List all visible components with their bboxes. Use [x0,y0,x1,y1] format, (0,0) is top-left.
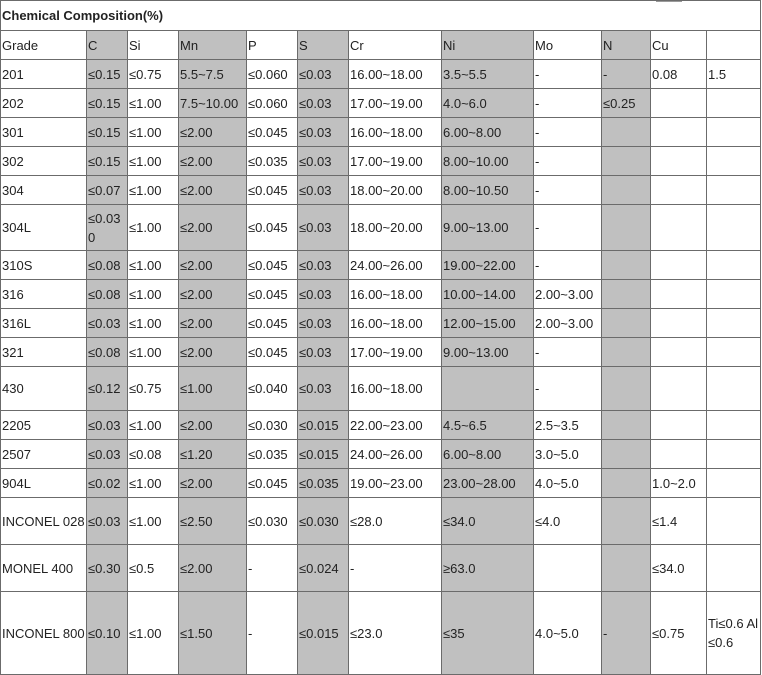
value-cell [707,147,761,176]
value-cell: 0.08 [651,60,707,89]
value-cell: ≤0.10 [87,592,128,675]
value-cell: ≤0.024 [298,545,349,592]
column-header: Cr [349,31,442,60]
value-cell [651,205,707,251]
value-cell: ≤0.045 [247,309,298,338]
value-cell: ≤0.03 [298,251,349,280]
value-cell: - [247,592,298,675]
value-cell [602,367,651,411]
title-row [1,1,761,31]
column-header: Cu [651,31,707,60]
value-cell: 18.00~20.00 [349,205,442,251]
value-cell: ≤0.03 [298,89,349,118]
grade-cell: 430 [1,367,87,411]
value-cell: ≤0.03 [298,118,349,147]
value-cell [707,338,761,367]
value-cell: ≤2.00 [179,118,247,147]
value-cell: 8.00~10.50 [442,176,534,205]
value-cell: ≤0.045 [247,251,298,280]
value-cell: ≤0.045 [247,280,298,309]
grade-cell: 201 [1,60,87,89]
value-cell: 23.00~28.00 [442,469,534,498]
value-cell: ≤0.08 [87,280,128,309]
value-cell: ≤0.060 [247,89,298,118]
value-cell: ≤0.15 [87,89,128,118]
column-header: Si [128,31,179,60]
value-cell [651,338,707,367]
table-row [1,147,761,176]
value-cell: ≤0.75 [651,592,707,675]
value-cell: ≤2.00 [179,338,247,367]
value-cell [651,280,707,309]
value-cell: ≤2.00 [179,469,247,498]
value-cell [707,205,761,251]
value-cell: ≤0.060 [247,60,298,89]
value-cell: 12.00~15.00 [442,309,534,338]
value-cell: ≤1.00 [128,147,179,176]
value-cell: ≤2.00 [179,147,247,176]
value-cell: ≤1.20 [179,440,247,469]
value-cell [602,280,651,309]
grade-cell: 304 [1,176,87,205]
value-cell [707,545,761,592]
table-row [1,251,761,280]
value-cell: ≤2.00 [179,309,247,338]
value-cell: 4.0~5.0 [534,469,602,498]
table-row [1,545,761,592]
grade-cell: 202 [1,89,87,118]
value-cell: 2.00~3.00 [534,309,602,338]
value-cell: ≤0.08 [87,338,128,367]
value-cell: ≤0.03 [298,309,349,338]
value-cell [602,469,651,498]
value-cell: ≤0.08 [128,440,179,469]
value-cell: ≤34.0 [442,498,534,545]
value-cell: 3.5~5.5 [442,60,534,89]
value-cell [602,498,651,545]
grade-cell: INCONEL 800 [1,592,87,675]
value-cell [602,118,651,147]
value-cell [651,411,707,440]
value-cell: ≤2.00 [179,205,247,251]
value-cell [651,118,707,147]
table-row [1,338,761,367]
value-cell: 16.00~18.00 [349,60,442,89]
value-cell: - [534,251,602,280]
table-row [1,205,761,251]
value-cell [602,147,651,176]
value-cell: ≤0.03 [87,411,128,440]
value-cell: ≤0.035 [298,469,349,498]
value-cell: 16.00~18.00 [349,309,442,338]
value-cell: - [534,147,602,176]
value-cell: Ti≤0.6 Al≤0.6 [707,592,761,675]
value-cell: ≤0.045 [247,118,298,147]
value-cell: 6.00~8.00 [442,118,534,147]
value-cell: ≤0.03 [87,309,128,338]
value-cell: ≤1.00 [128,118,179,147]
value-cell: ≤23.0 [349,592,442,675]
column-header: Mo [534,31,602,60]
value-cell: ≤0.030 [298,498,349,545]
value-cell: ≤0.03 [298,280,349,309]
table-row [1,280,761,309]
value-cell: 4.5~6.5 [442,411,534,440]
table-row [1,309,761,338]
value-cell: ≤1.00 [128,498,179,545]
value-cell: 5.5~7.5 [179,60,247,89]
value-cell: ≤0.03 [298,338,349,367]
value-cell: ≤2.00 [179,280,247,309]
value-cell [651,176,707,205]
value-cell: ≤0.5 [128,545,179,592]
value-cell: ≤0.75 [128,60,179,89]
table-row [1,60,761,89]
value-cell: 6.00~8.00 [442,440,534,469]
value-cell: 17.00~19.00 [349,338,442,367]
value-cell [707,89,761,118]
column-header: C [87,31,128,60]
value-cell: 16.00~18.00 [349,280,442,309]
value-cell: 24.00~26.00 [349,251,442,280]
value-cell [707,440,761,469]
value-cell: 4.0~5.0 [534,592,602,675]
value-cell: 2.00~3.00 [534,280,602,309]
value-cell [602,545,651,592]
grade-cell: 302 [1,147,87,176]
value-cell: ≤1.4 [651,498,707,545]
grade-cell: INCONEL 028 [1,498,87,545]
value-cell: ≤0.035 [247,440,298,469]
value-cell: ≤0.045 [247,176,298,205]
value-cell: ≤1.00 [128,411,179,440]
value-cell: 9.00~13.00 [442,205,534,251]
value-cell: ≤0.03 [87,440,128,469]
value-cell: ≤0.15 [87,60,128,89]
table-title: Chemical Composition(%) [1,1,761,31]
value-cell: ≤1.00 [128,89,179,118]
value-cell: ≤2.00 [179,176,247,205]
value-cell [707,280,761,309]
value-cell: ≤1.00 [128,205,179,251]
table-row [1,411,761,440]
value-cell [602,176,651,205]
value-cell: ≤0.03 [298,205,349,251]
value-cell [707,309,761,338]
value-cell: ≤0.015 [298,440,349,469]
value-cell: ≤0.07 [87,176,128,205]
grade-cell: 321 [1,338,87,367]
value-cell: ≤1.00 [128,338,179,367]
value-cell: ≤0.045 [247,205,298,251]
value-cell: - [349,545,442,592]
value-cell: 19.00~22.00 [442,251,534,280]
value-cell: ≤0.015 [298,592,349,675]
value-cell: 22.00~23.00 [349,411,442,440]
value-cell: ≤0.030 [87,205,128,251]
value-cell: ≤28.0 [349,498,442,545]
table-row [1,176,761,205]
value-cell: 16.00~18.00 [349,367,442,411]
value-cell [602,411,651,440]
value-cell [602,251,651,280]
value-cell [651,367,707,411]
value-cell: ≤1.50 [179,592,247,675]
value-cell: ≤0.03 [298,60,349,89]
value-cell: - [602,60,651,89]
value-cell: 2.5~3.5 [534,411,602,440]
table-row [1,367,761,411]
value-cell: ≥63.0 [442,545,534,592]
value-cell: - [534,118,602,147]
value-cell: ≤0.045 [247,469,298,498]
value-cell: ≤0.03 [298,367,349,411]
value-cell: ≤0.12 [87,367,128,411]
value-cell: ≤34.0 [651,545,707,592]
value-cell: ≤1.00 [179,367,247,411]
value-cell: ≤2.00 [179,251,247,280]
table-row [1,592,761,675]
value-cell: - [534,60,602,89]
value-cell: 16.00~18.00 [349,118,442,147]
column-header: Grade [1,31,87,60]
value-cell: 1.5 [707,60,761,89]
value-cell: ≤0.045 [247,338,298,367]
value-cell [707,469,761,498]
grade-cell: 904L [1,469,87,498]
value-cell: 17.00~19.00 [349,89,442,118]
value-cell: ≤1.00 [128,280,179,309]
grade-cell: 304L [1,205,87,251]
column-header: S [298,31,349,60]
value-cell: ≤0.035 [247,147,298,176]
table-row [1,89,761,118]
grade-cell: 2205 [1,411,87,440]
value-cell: ≤0.03 [298,147,349,176]
value-cell: ≤0.015 [298,411,349,440]
value-cell [534,545,602,592]
value-cell [602,205,651,251]
column-header: N [602,31,651,60]
value-cell: ≤0.030 [247,498,298,545]
column-header [707,31,761,60]
value-cell: ≤0.040 [247,367,298,411]
value-cell [602,338,651,367]
value-cell: ≤1.00 [128,469,179,498]
value-cell: - [602,592,651,675]
grade-cell: 316L [1,309,87,338]
value-cell: 1.0~2.0 [651,469,707,498]
value-cell: ≤4.0 [534,498,602,545]
table-row [1,440,761,469]
table-row [1,469,761,498]
grade-cell: 310S [1,251,87,280]
value-cell: 19.00~23.00 [349,469,442,498]
value-cell [651,440,707,469]
value-cell: 4.0~6.0 [442,89,534,118]
column-header: P [247,31,298,60]
value-cell [651,89,707,118]
value-cell: 24.00~26.00 [349,440,442,469]
grade-cell: 2507 [1,440,87,469]
value-cell [707,176,761,205]
value-cell: 17.00~19.00 [349,147,442,176]
header-row [1,31,761,60]
value-cell: ≤35 [442,592,534,675]
value-cell [442,367,534,411]
value-cell: ≤2.00 [179,545,247,592]
value-cell: ≤1.00 [128,592,179,675]
value-cell: 18.00~20.00 [349,176,442,205]
value-cell: 7.5~10.00 [179,89,247,118]
value-cell: ≤0.02 [87,469,128,498]
grade-cell: MONEL 400 [1,545,87,592]
value-cell [707,118,761,147]
value-cell: - [534,89,602,118]
value-cell: ≤0.25 [602,89,651,118]
value-cell: ≤0.15 [87,118,128,147]
value-cell: ≤0.75 [128,367,179,411]
value-cell: ≤0.08 [87,251,128,280]
value-cell: - [534,205,602,251]
value-cell: ≤0.30 [87,545,128,592]
table-row [1,118,761,147]
value-cell: ≤0.03 [87,498,128,545]
value-cell [602,309,651,338]
column-header: Mn [179,31,247,60]
value-cell: ≤2.00 [179,411,247,440]
value-cell [651,309,707,338]
value-cell: ≤1.00 [128,251,179,280]
value-cell: ≤2.50 [179,498,247,545]
value-cell: ≤0.030 [247,411,298,440]
value-cell [707,498,761,545]
value-cell: 8.00~10.00 [442,147,534,176]
value-cell: - [247,545,298,592]
grade-cell: 301 [1,118,87,147]
column-header: Ni [442,31,534,60]
value-cell [651,251,707,280]
value-cell: - [534,338,602,367]
value-cell [602,440,651,469]
value-cell: ≤0.03 [298,176,349,205]
value-cell: ≤1.00 [128,309,179,338]
value-cell: - [534,176,602,205]
value-cell [651,147,707,176]
value-cell [707,367,761,411]
value-cell: ≤1.00 [128,176,179,205]
value-cell: 10.00~14.00 [442,280,534,309]
grade-cell: 316 [1,280,87,309]
table-row [1,498,761,545]
value-cell: ≤0.15 [87,147,128,176]
value-cell: 3.0~5.0 [534,440,602,469]
value-cell: - [534,367,602,411]
value-cell: 9.00~13.00 [442,338,534,367]
value-cell [707,411,761,440]
value-cell [707,251,761,280]
